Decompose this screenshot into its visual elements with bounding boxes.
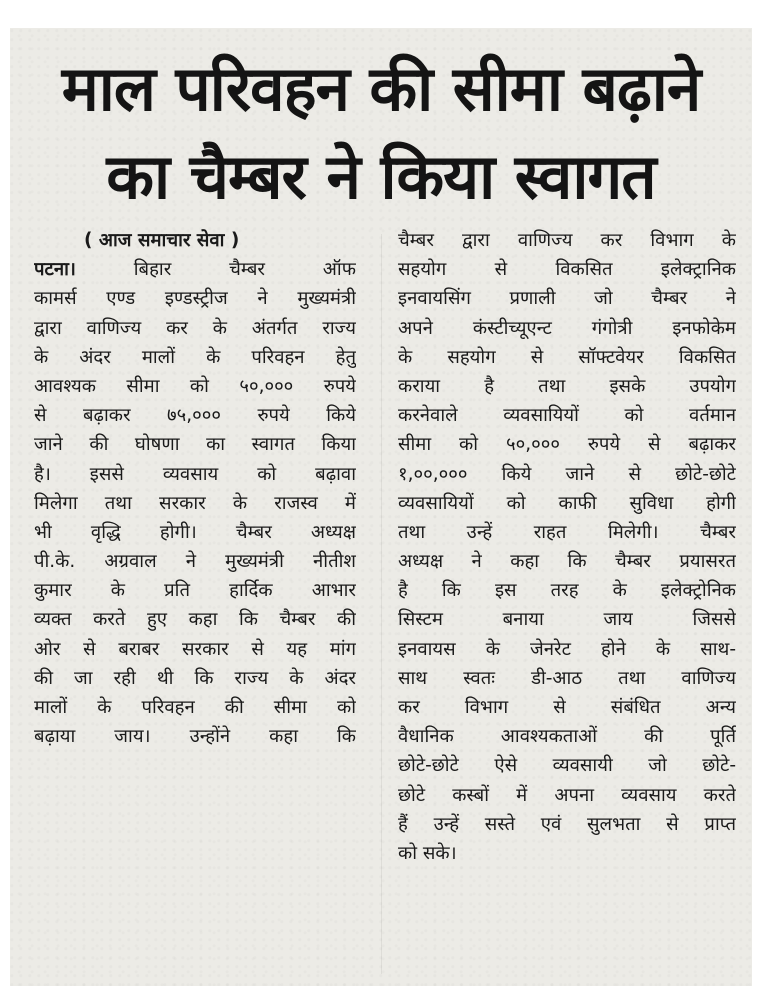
- body-line-final: को सके।: [398, 842, 457, 864]
- body-line: अध्यक्ष ने कहा कि चैम्बर प्रयासरत: [398, 551, 736, 573]
- body-line: व्यक्त करते हुए कहा कि चैम्बर की: [34, 609, 356, 631]
- body-line: छोटे-छोटे ऐसे व्यवसायी जो छोटे-: [398, 755, 736, 777]
- body-line: मालों के परिवहन की सीमा को: [34, 697, 356, 718]
- body-line: के अंदर मालों के परिवहन हेतु: [34, 346, 356, 368]
- body-line: जाने की घोषणा का स्वागत किया: [34, 434, 356, 456]
- body-line: कुमार के प्रति हार्दिक आभार: [34, 580, 356, 602]
- body-line: अपने कंस्टीच्यूएन्ट गंगोत्री इनफोकेम: [398, 317, 736, 339]
- newspaper-clipping: [10, 28, 752, 986]
- body-line: के सहयोग से सॉफ्टवेयर विकसित: [398, 346, 736, 368]
- body-line: है कि इस तरह के इलेक्ट्रोनिक: [398, 580, 736, 602]
- body-line: छोटे कस्बों में अपना व्यवसाय करते: [398, 784, 736, 806]
- body-line: इनवायसिंग प्रणाली जो चैम्बर ने: [398, 288, 736, 310]
- body-line: है। इससे व्यवसाय को बढ़ावा: [34, 463, 356, 485]
- dateline: पटना।: [34, 259, 76, 281]
- column-divider: [381, 234, 382, 974]
- first-line: [34, 255, 356, 284]
- left-column: [34, 226, 356, 751]
- body-line: साथ स्वतः डी-आठ तथा वाणिज्य: [398, 667, 736, 689]
- body-line: की जा रही थी कि राज्य के अंदर: [34, 667, 356, 689]
- body-line: तथा उन्हें राहत मिलेगी। चैम्बर: [398, 521, 736, 543]
- headline-line-1: माल परिवहन की सीमा बढ़ाने: [61, 52, 701, 125]
- right-column: [398, 226, 736, 868]
- body-line: इनवायस के जेनरेट होने के साथ-: [398, 638, 736, 660]
- body-line: सिस्टम बनाया जाय जिससे: [398, 609, 736, 631]
- body-line: सीमा को ५०,००० रुपये से बढ़ाकर: [398, 434, 736, 456]
- body-line: वैधानिक आवश्यकताओं की पूर्ति: [398, 726, 736, 748]
- body-line: से बढ़ाकर ७५,००० रुपये किये: [34, 405, 356, 427]
- body-line: हैं उन्हें सस्ते एवं सुलभता से प्राप्त: [398, 813, 736, 835]
- body-line: सहयोग से विकसित इलेक्ट्रानिक: [398, 259, 736, 281]
- body-line: व्यवसायियों को काफी सुविधा होगी: [398, 492, 736, 514]
- news-service-credit: ( आज समाचार सेवा ): [84, 230, 240, 251]
- body-line: भी वृद्धि होगी। चैम्बर अध्यक्ष: [34, 521, 356, 543]
- body-line: मिलेगा तथा सरकार के राजस्व में: [34, 492, 356, 514]
- body-line: कर विभाग से संबंधित अन्य: [398, 697, 736, 718]
- body-line: आवश्यक सीमा को ५०,००० रुपये: [34, 375, 356, 397]
- body-line: बिहार चैम्बर ऑफ: [133, 259, 356, 281]
- body-line: कराया है तथा इसके उपयोग: [398, 375, 736, 397]
- body-line: ओर से बराबर सरकार से यह मांग: [34, 638, 356, 660]
- body-line: बढ़ाया जाय। उन्होंने कहा कि: [34, 726, 356, 748]
- headline-line-2: का चैम्बर ने किया स्वागत: [106, 140, 656, 213]
- body-line: १,००,००० किये जाने से छोटे-छोटे: [398, 463, 736, 485]
- body-line: द्वारा वाणिज्य कर के अंतर्गत राज्य: [34, 317, 356, 339]
- body-line: चैम्बर द्वारा वाणिज्य कर विभाग के: [398, 230, 736, 251]
- body-line: कामर्स एण्ड इण्डस्ट्रीज ने मुख्यमंत्री: [34, 288, 356, 310]
- body-line: पी.के. अग्रवाल ने मुख्यमंत्री नीतीश: [34, 551, 356, 573]
- body-line: करनेवाले व्यवसायियों को वर्तमान: [398, 405, 736, 427]
